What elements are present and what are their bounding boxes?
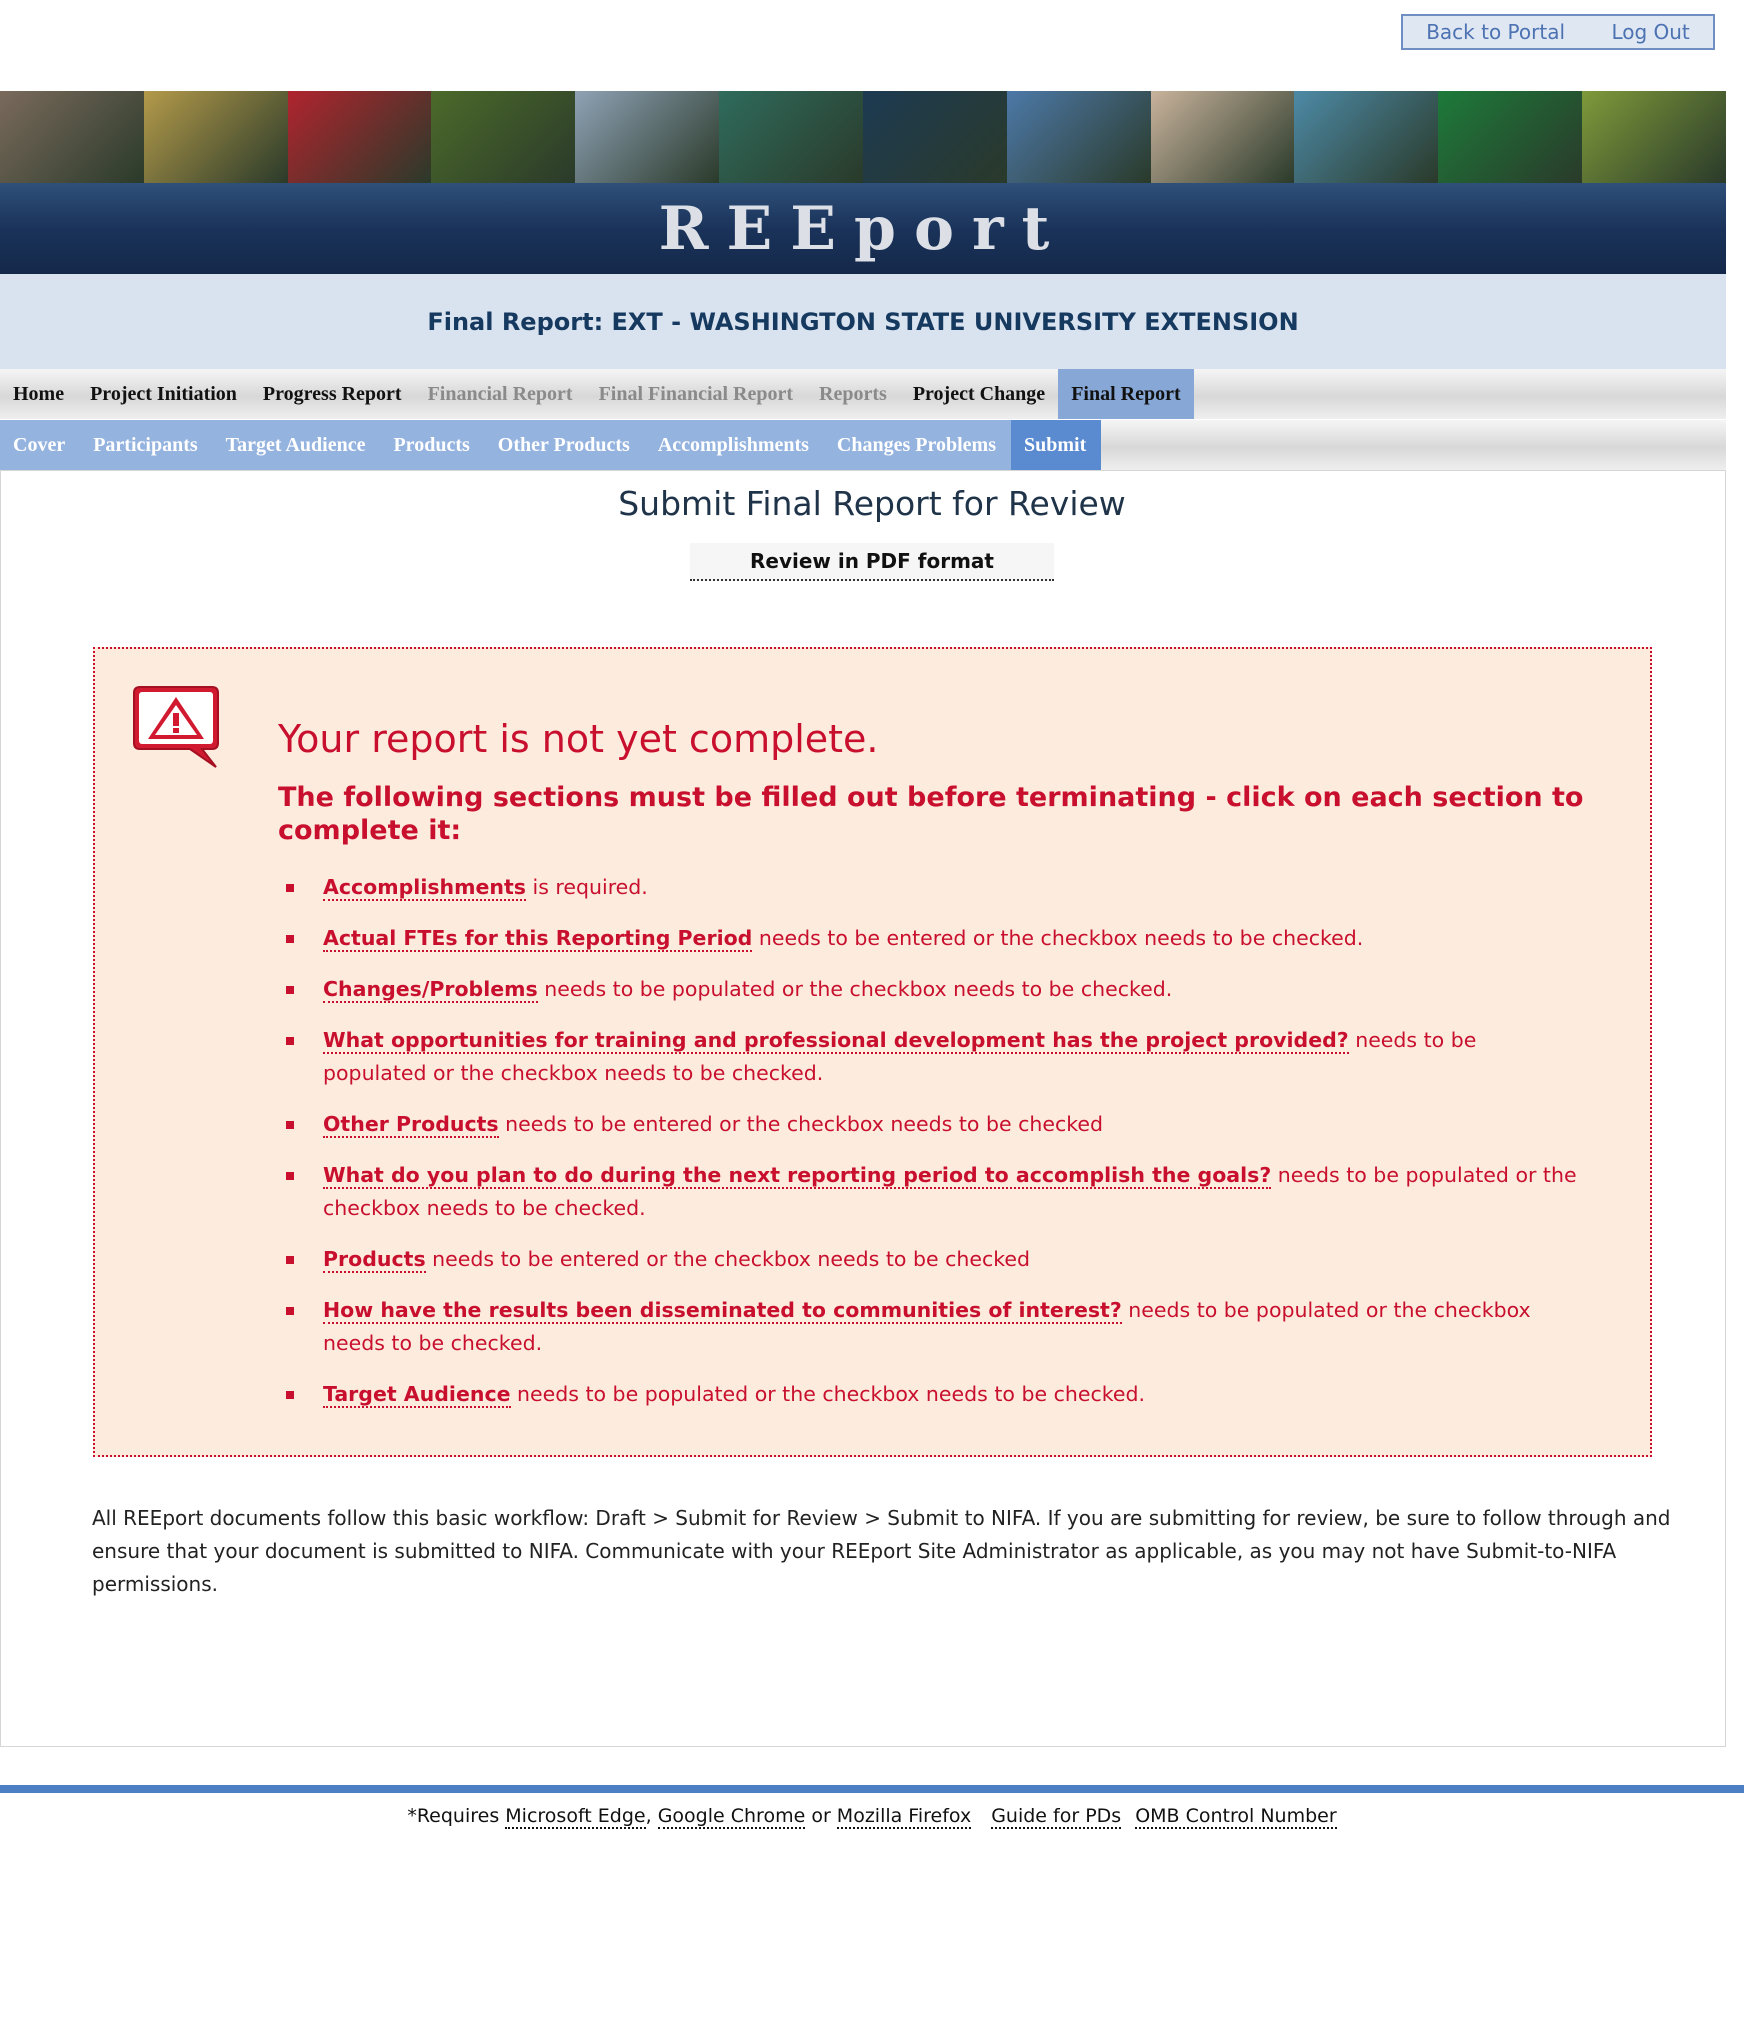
bullet-icon <box>286 986 294 994</box>
missing-section-link[interactable]: Accomplishments <box>323 875 526 899</box>
subnav-tab-submit[interactable]: Submit <box>1011 420 1101 470</box>
missing-section-item <box>278 1243 1578 1276</box>
guide-for-pds-link[interactable]: Guide for PDs <box>991 1805 1122 1827</box>
missing-section-link[interactable]: Products <box>323 1247 426 1271</box>
banner-photo-excavator <box>144 91 288 183</box>
missing-section-item <box>278 1159 1578 1225</box>
error-box <box>93 647 1652 1457</box>
page-heading: Final Report: EXT - WASHINGTON STATE UNIVERSITY EXTENSION <box>427 307 1299 336</box>
missing-section-item <box>278 871 1578 904</box>
subnav-tab-products[interactable]: Products <box>393 433 470 456</box>
missing-section-item <box>278 973 1578 1006</box>
missing-section-text: needs to be entered or the checkbox needs to be checked <box>498 1112 1103 1136</box>
bullet-icon <box>286 935 294 943</box>
nav-tab-final-report[interactable]: Final Report <box>1058 369 1193 419</box>
missing-section-text: is required. <box>526 875 648 899</box>
comma-text: , <box>645 1805 658 1827</box>
bullet-icon <box>286 1172 294 1180</box>
missing-section-item <box>278 1024 1578 1090</box>
missing-section-text: needs to be populated or the checkbox needs to be checked. <box>323 1163 1577 1220</box>
or-text: or <box>805 1805 837 1827</box>
missing-section-item <box>278 1108 1578 1141</box>
subnav-tab-changes-problems[interactable]: Changes Problems <box>836 433 997 456</box>
chrome-link[interactable]: Google Chrome <box>657 1805 806 1827</box>
banner-photo-bird <box>719 91 863 183</box>
missing-section-item <box>278 1378 1578 1411</box>
nav-tab-final-financial-report: Final Financial Report <box>598 382 794 405</box>
banner-photo-waterfall <box>1007 91 1151 183</box>
banner-photo-forest <box>431 91 575 183</box>
header-banner <box>0 91 1726 274</box>
nav-tab-financial-report: Financial Report <box>427 382 573 405</box>
subnav-tab-cover[interactable]: Cover <box>13 433 66 456</box>
missing-section-item <box>278 1294 1578 1360</box>
missing-section-text: needs to be populated or the checkbox needs to be checked. <box>510 1382 1146 1406</box>
omb-control-link[interactable]: OMB Control Number <box>1135 1805 1337 1827</box>
missing-section-text: needs to be populated or the checkbox needs to be checked. <box>323 1028 1477 1085</box>
missing-section-link[interactable]: Actual FTEs for this Reporting Period <box>323 926 753 950</box>
missing-section-text: needs to be populated or the checkbox needs to be checked. <box>537 977 1173 1001</box>
nav-tab-progress-report[interactable]: Progress Report <box>262 382 402 405</box>
bullet-icon <box>286 1256 294 1264</box>
banner-photo-farmland <box>1582 91 1726 183</box>
nav-tab-home[interactable]: Home <box>13 382 65 405</box>
review-pdf-button[interactable]: Review in PDF format <box>690 543 1054 581</box>
missing-section-link[interactable]: Other Products <box>323 1112 499 1136</box>
firefox-link[interactable]: Mozilla Firefox <box>836 1805 972 1827</box>
requires-text: *Requires <box>407 1805 506 1827</box>
subnav-tab-target-audience[interactable]: Target Audience <box>225 433 366 456</box>
banner-photo-dolphin <box>1294 91 1438 183</box>
subnav-tab-other-products[interactable]: Other Products <box>497 433 630 456</box>
error-title: Your report is not yet complete. <box>278 717 879 761</box>
page-title: Submit Final Report for Review <box>618 484 1126 523</box>
missing-section-link[interactable]: Target Audience <box>323 1382 511 1406</box>
brand-logo: REEport <box>0 183 1726 274</box>
missing-section-text: needs to be populated or the checkbox needs to be checked. <box>323 1298 1531 1355</box>
bullet-icon <box>286 1307 294 1315</box>
missing-section-link[interactable]: Changes/Problems <box>323 977 538 1001</box>
missing-section-link[interactable]: What do you plan to do during the next reporting period to accomplish the goals? <box>323 1163 1272 1187</box>
log-out-link[interactable]: Log Out <box>1611 20 1690 44</box>
bullet-icon <box>286 884 294 892</box>
nav-tab-project-initiation[interactable]: Project Initiation <box>90 382 237 405</box>
banner-photo-microscope <box>1151 91 1295 183</box>
warning-icon <box>132 683 220 769</box>
bullet-icon <box>286 1391 294 1399</box>
subnav-tab-accomplishments[interactable]: Accomplishments <box>657 433 809 456</box>
main-nav <box>0 369 1726 419</box>
banner-photo-lake <box>863 91 1007 183</box>
missing-section-text: needs to be entered or the checkbox needs to be checked <box>425 1247 1031 1271</box>
bullet-icon <box>286 1121 294 1129</box>
banner-photo-red-flower <box>288 91 432 183</box>
footer <box>0 1805 1744 1827</box>
footer-divider <box>0 1785 1744 1793</box>
top-links <box>1401 14 1715 50</box>
banner-photo-strip <box>0 91 1726 183</box>
nav-tab-reports: Reports <box>819 382 887 405</box>
report-title-band <box>0 274 1726 369</box>
missing-section-item <box>278 922 1578 955</box>
banner-photo-mountains <box>575 91 719 183</box>
banner-photo-scientist <box>0 91 144 183</box>
missing-section-text: needs to be entered or the checkbox needs to be checked. <box>752 926 1364 950</box>
sub-nav <box>0 420 1726 470</box>
back-to-portal-link[interactable]: Back to Portal <box>1426 20 1566 44</box>
edge-link[interactable]: Microsoft Edge <box>505 1805 646 1827</box>
bullet-icon <box>286 1037 294 1045</box>
nav-tab-project-change[interactable]: Project Change <box>912 382 1046 405</box>
banner-photo-frog <box>1438 91 1582 183</box>
missing-section-link[interactable]: What opportunities for training and professional development has the project provided? <box>323 1028 1349 1052</box>
missing-section-link[interactable]: How have the results been disseminated to communities of interest? <box>323 1298 1122 1322</box>
missing-sections-list <box>278 871 1578 1429</box>
error-subtitle: The following sections must be filled out before terminating - click on each section to complete it: <box>278 782 1584 846</box>
subnav-tab-participants[interactable]: Participants <box>93 433 198 456</box>
workflow-note: All REEport documents follow this basic workflow: Draft > Submit for Review > Submit to NIFA. If you are submitting for review, be sure to follow through and ensure that your document is submitted to NIFA. Communicate with your REEport Site Administrator as applicable, as you may not have Submit-to-NIFA permissions. <box>92 1506 1671 1596</box>
